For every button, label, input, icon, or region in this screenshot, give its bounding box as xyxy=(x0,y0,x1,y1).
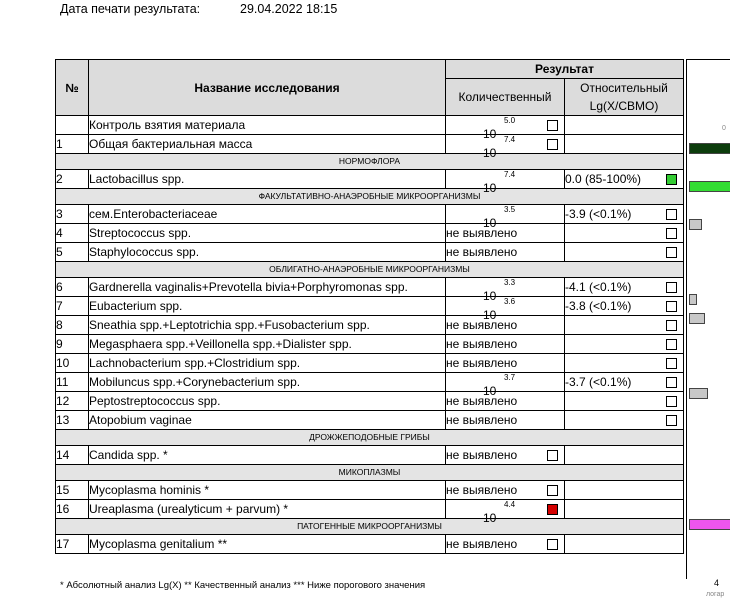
relative-value: -3.9 (<0.1%) xyxy=(565,207,632,221)
relative-cell xyxy=(565,278,684,297)
relative-cell xyxy=(565,500,684,519)
test-name: Lachnobacterium spp.+Clostridium spp. xyxy=(89,354,446,373)
checkbox-icon xyxy=(547,139,558,150)
checkbox-icon xyxy=(547,485,558,496)
checkbox-icon xyxy=(666,247,677,258)
table-row xyxy=(56,205,684,224)
table-row xyxy=(56,500,684,519)
col-name-header: Название исследования xyxy=(89,60,446,116)
quantity-cell: не выявлено xyxy=(446,392,565,411)
col-number-header: № xyxy=(56,60,89,116)
table-row xyxy=(56,297,684,316)
table-row xyxy=(56,354,684,373)
section-title: ПАТОГЕННЫЕ МИКРООРГАНИЗМЫ xyxy=(56,519,684,535)
section-title: ОБЛИГАТНО-АНАЭРОБНЫЕ МИКРООРГАНИЗМЫ xyxy=(56,262,684,278)
table-row xyxy=(56,411,684,430)
qty-base: 10 xyxy=(483,384,497,398)
qty-exponent: 3.7 xyxy=(504,373,516,382)
relative-value: -4.1 (<0.1%) xyxy=(565,280,632,294)
table-row xyxy=(56,392,684,411)
bar-lactobacillus xyxy=(689,181,730,192)
qty-exponent: 7.4 xyxy=(504,170,516,179)
qty-exponent: 3.3 xyxy=(504,278,516,287)
quantity-cell xyxy=(446,500,565,525)
results-table xyxy=(55,59,684,554)
row-number: 8 xyxy=(56,316,89,335)
test-name: Контроль взятия материала xyxy=(89,116,446,135)
qty-exponent: 4.4 xyxy=(504,500,516,509)
quantity-cell xyxy=(446,297,565,322)
relative-cell xyxy=(565,116,684,135)
table-row xyxy=(56,535,684,554)
relative-cell xyxy=(565,297,684,316)
row-number xyxy=(56,116,89,135)
print-date-value: 29.04.2022 18:15 xyxy=(240,2,338,16)
quantity-cell xyxy=(446,135,565,160)
qty-text: не выявлено xyxy=(446,483,518,497)
relative-cell xyxy=(565,373,684,392)
section-row xyxy=(56,189,684,205)
test-name: Lactobacillus spp. xyxy=(89,170,446,189)
qty-base: 10 xyxy=(483,216,497,230)
test-name: Mycoplasma genitalium ** xyxy=(89,535,446,554)
qty-text: не выявлено xyxy=(446,448,518,462)
relative-cell xyxy=(565,316,684,335)
section-row xyxy=(56,519,684,535)
test-name: Atopobium vaginae xyxy=(89,411,446,430)
chart-tick-label: 0 xyxy=(722,125,726,132)
section-title: ДРОЖЖЕПОДОБНЫЕ ГРИБЫ xyxy=(56,430,684,446)
relative-cell xyxy=(565,354,684,373)
relative-cell xyxy=(565,446,684,465)
table-row xyxy=(56,373,684,392)
section-row xyxy=(56,262,684,278)
quantity-cell: не выявлено xyxy=(446,335,565,354)
section-row xyxy=(56,430,684,446)
test-name: Megasphaera spp.+Veillonella spp.+Dialister spp. xyxy=(89,335,446,354)
row-number: 16 xyxy=(56,500,89,519)
checkbox-icon xyxy=(666,358,677,369)
checkbox-icon xyxy=(666,339,677,350)
quantity-cell: не выявлено xyxy=(446,411,565,430)
test-name: сем.Enterobacteriaceae xyxy=(89,205,446,224)
table-row xyxy=(56,224,684,243)
test-name: Ureaplasma (urealyticum + parvum) * xyxy=(89,500,446,519)
test-name: Mobiluncus spp.+Corynebacterium spp. xyxy=(89,373,446,392)
qty-exponent: 3.6 xyxy=(504,297,516,306)
row-number: 6 xyxy=(56,278,89,297)
test-name: Peptostreptococcus spp. xyxy=(89,392,446,411)
row-number: 11 xyxy=(56,373,89,392)
row-number: 17 xyxy=(56,535,89,554)
row-number: 13 xyxy=(56,411,89,430)
table-row xyxy=(56,170,684,189)
row-number: 3 xyxy=(56,205,89,224)
axis-value: 4 xyxy=(714,578,720,588)
row-number: 10 xyxy=(56,354,89,373)
row-number: 4 xyxy=(56,224,89,243)
test-name: Mycoplasma hominis * xyxy=(89,481,446,500)
relative-value: 0.0 (85-100%) xyxy=(565,172,642,186)
table-row xyxy=(56,481,684,500)
section-title: НОРМОФЛОРА xyxy=(56,154,684,170)
footnote: * Абсолютный анализ Lg(X) ** Качественный анализ *** Ниже порогового значения xyxy=(60,580,426,591)
row-number: 15 xyxy=(56,481,89,500)
quantity-cell: не выявлено xyxy=(446,224,565,243)
row-number: 14 xyxy=(56,446,89,465)
bar-gardnerella xyxy=(689,294,697,305)
test-name: Candida spp. * xyxy=(89,446,446,465)
relative-value: -3.8 (<0.1%) xyxy=(565,299,632,313)
relative-cell xyxy=(565,135,684,154)
test-name: Общая бактериальная масса xyxy=(89,135,446,154)
test-name: Streptococcus spp. xyxy=(89,224,446,243)
quantity-cell xyxy=(446,170,565,195)
section-title: ФАКУЛЬТАТИВНО-АНАЭРОБНЫЕ МИКРООРГАНИЗМЫ xyxy=(56,189,684,205)
bar-enterobacteriaceae xyxy=(689,219,702,230)
relative-cell xyxy=(565,243,684,262)
relative-value: -3.7 (<0.1%) xyxy=(565,375,632,389)
print-date xyxy=(60,2,338,16)
relative-cell xyxy=(565,205,684,224)
relative-cell xyxy=(565,170,684,189)
checkbox-icon xyxy=(666,396,677,407)
row-number: 1 xyxy=(56,135,89,154)
bar-eubacterium xyxy=(689,313,705,324)
print-date-label: Дата печати результата: xyxy=(60,2,201,16)
checkbox-icon xyxy=(547,539,558,550)
checkbox-icon xyxy=(666,228,677,239)
red-indicator-icon xyxy=(547,504,558,515)
row-number: 5 xyxy=(56,243,89,262)
table-row xyxy=(56,278,684,297)
section-title: МИКОПЛАЗМЫ xyxy=(56,465,684,481)
checkbox-icon xyxy=(547,120,558,131)
relative-cell xyxy=(565,535,684,554)
qty-exponent: 5.0 xyxy=(504,116,516,125)
quantity-cell: не выявлено xyxy=(446,316,565,335)
qty-base: 10 xyxy=(483,511,497,525)
col-quant-header: Количественный xyxy=(446,79,565,116)
axis-label: логар xyxy=(706,591,725,598)
quantity-cell: не выявлено xyxy=(446,243,565,262)
checkbox-icon xyxy=(666,320,677,331)
table-row xyxy=(56,335,684,354)
table-row xyxy=(56,135,684,154)
qty-base: 10 xyxy=(483,289,497,303)
quantity-cell xyxy=(446,373,565,398)
test-name: Staphylococcus spp. xyxy=(89,243,446,262)
green-indicator-icon xyxy=(666,174,677,185)
checkbox-icon xyxy=(666,377,677,388)
relative-cell xyxy=(565,411,684,430)
bar-total-mass xyxy=(689,143,730,154)
col-rel-header: Относительный Lg(X/СВМО) xyxy=(565,79,684,116)
table-row xyxy=(56,116,684,135)
qty-base: 10 xyxy=(483,127,497,141)
quantity-cell xyxy=(446,535,565,554)
quantity-cell: не выявлено xyxy=(446,354,565,373)
bar-ureaplasma xyxy=(689,519,730,530)
quantity-cell xyxy=(446,446,565,465)
qty-text: не выявлено xyxy=(446,537,518,551)
relative-cell xyxy=(565,335,684,354)
qty-exponent: 3.5 xyxy=(504,205,516,214)
quantity-cell xyxy=(446,205,565,230)
test-name: Gardnerella vaginalis+Prevotella bivia+Porphyromonas spp. xyxy=(89,278,446,297)
qty-exponent: 7.4 xyxy=(504,135,516,144)
relative-cell xyxy=(565,392,684,411)
row-number: 2 xyxy=(56,170,89,189)
row-number: 9 xyxy=(56,335,89,354)
table-row xyxy=(56,446,684,465)
qty-base: 10 xyxy=(483,181,497,195)
qty-base: 10 xyxy=(483,308,497,322)
checkbox-icon xyxy=(666,209,677,220)
section-row xyxy=(56,465,684,481)
table-row xyxy=(56,243,684,262)
checkbox-icon xyxy=(666,301,677,312)
test-name: Eubacterium spp. xyxy=(89,297,446,316)
relative-cell xyxy=(565,481,684,500)
qty-base: 10 xyxy=(483,146,497,160)
checkbox-icon xyxy=(666,415,677,426)
relative-cell xyxy=(565,224,684,243)
table-row xyxy=(56,316,684,335)
row-number: 12 xyxy=(56,392,89,411)
row-number: 7 xyxy=(56,297,89,316)
test-name: Sneathia spp.+Leptotrichia spp.+Fusobacterium spp. xyxy=(89,316,446,335)
bar-mobiluncus xyxy=(689,388,708,399)
checkbox-icon xyxy=(547,450,558,461)
col-result-header: Результат xyxy=(446,60,684,79)
section-row xyxy=(56,154,684,170)
checkbox-icon xyxy=(666,282,677,293)
